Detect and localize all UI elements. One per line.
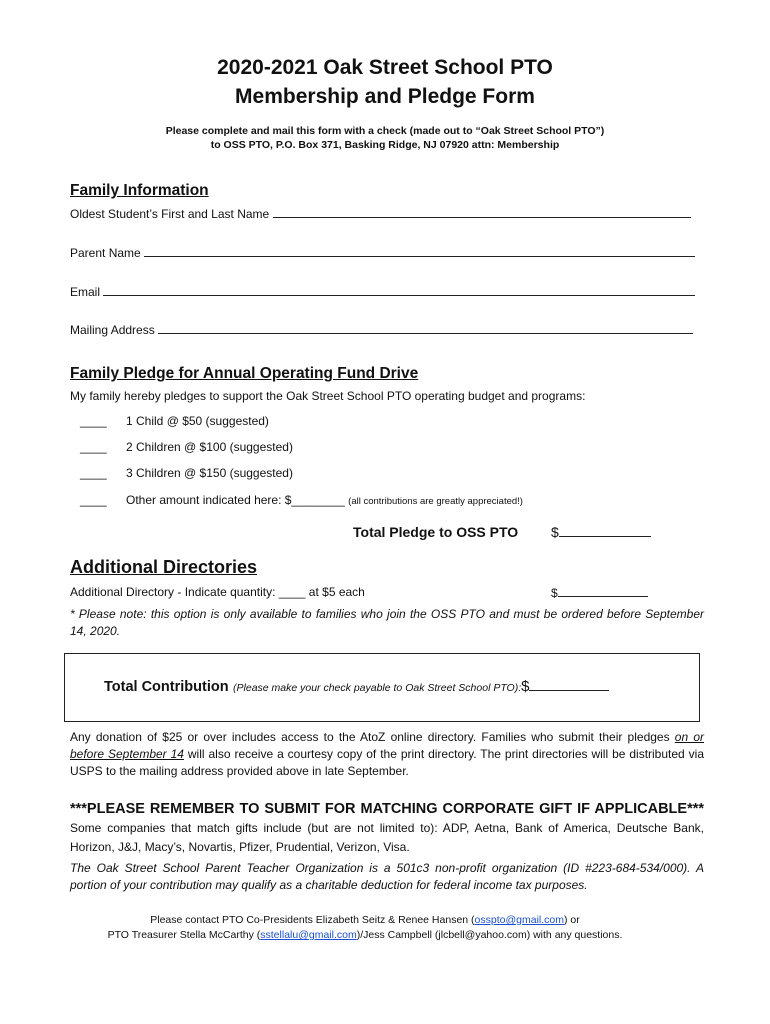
parent-name-label: Parent Name <box>70 246 141 260</box>
pledge-option-2-label: 2 Children @ $100 (suggested) <box>126 440 293 454</box>
pledge-option-3-blank[interactable]: ____ <box>80 466 107 480</box>
pledge-option-2-blank[interactable]: ____ <box>80 440 107 454</box>
pledge-intro: My family hereby pledges to support the Oak Street School PTO operating budget and programs: <box>70 389 586 403</box>
contact-line1-end: ) or <box>564 914 580 926</box>
parent-name-row <box>70 245 695 260</box>
pledge-other-label[interactable]: Other amount indicated here: $________ <box>126 493 345 507</box>
total-contribution-dollar: $ <box>521 678 530 695</box>
total-contribution-label: Total Contribution <box>104 679 229 695</box>
contact-email-osspto[interactable]: osspto@gmail.com <box>474 914 564 926</box>
pledge-other-note: (all contributions are greatly appreciated!) <box>348 496 523 507</box>
matching-paragraph <box>70 800 704 857</box>
donation-deadline: on or before September 14 <box>70 730 704 761</box>
pledge-option-1-blank[interactable]: ____ <box>80 414 107 428</box>
pledge-other-row <box>126 493 523 507</box>
directories-heading: Additional Directories <box>70 557 258 577</box>
address-field[interactable] <box>158 322 693 334</box>
address-row <box>70 322 693 337</box>
total-contribution-field[interactable] <box>529 677 609 691</box>
directories-amount-field[interactable] <box>558 585 648 597</box>
total-pledge-row <box>551 524 651 540</box>
contact-line2-text: PTO Treasurer Stella McCarthy ( <box>107 929 261 941</box>
form-title-line1: 2020-2021 Oak Street School PTO <box>217 56 553 79</box>
instructions-line1: Please complete and mail this form with a check (made out to “Oak Street School PTO”) <box>165 125 605 137</box>
pledge-option-1-label: 1 Child @ $50 (suggested) <box>126 414 269 428</box>
student-name-row <box>70 206 691 221</box>
instructions-line2: to OSS PTO, P.O. Box 371, Basking Ridge, NJ 07920 attn: Membership <box>210 139 560 151</box>
donation-paragraph <box>70 729 704 780</box>
donation-text-1: Any donation of $25 or over includes access to the AtoZ online directory. Families who submit their pledges <box>70 730 675 744</box>
family-info-heading: Family Information <box>70 182 209 199</box>
student-name-field[interactable] <box>273 206 691 218</box>
contact-line2 <box>0 929 730 941</box>
nonprofit-note: The Oak Street School Parent Teacher Organization is a 501c3 non-profit organization (ID #223-684-534/000). A portion of your contribution may qualify as a charitable deduction for federal income tax purposes. <box>70 861 704 892</box>
address-label: Mailing Address <box>70 323 155 337</box>
directories-quantity-line[interactable]: Additional Directory - Indicate quantity: ____ at $5 each <box>70 585 365 599</box>
total-pledge-label: Total Pledge to OSS PTO <box>353 524 519 540</box>
total-contribution-note: (Please make your check payable to Oak Street School PTO): <box>233 682 522 694</box>
contact-line2-end: )/Jess Campbell (jlcbell@yahoo.com) with any questions. <box>356 929 623 941</box>
total-pledge-dollar: $ <box>551 524 559 540</box>
directories-amount-row <box>551 585 648 600</box>
pledge-option-3-label: 3 Children @ $150 (suggested) <box>126 466 293 480</box>
matching-reminder: ***PLEASE REMEMBER TO SUBMIT FOR MATCHING CORPORATE GIFT IF APPLICABLE*** <box>70 801 704 817</box>
donation-text-2: will also receive a courtesy copy of the print directory. The print directories will be distributed via USPS to the mailing address provided above in late September. <box>70 747 704 778</box>
form-title-line2: Membership and Pledge Form <box>235 85 535 108</box>
total-contribution-row <box>104 677 609 696</box>
email-field[interactable] <box>103 284 695 296</box>
directories-note: * Please note: this option is only available to families who join the OSS PTO and must be ordered before September 14, 2020. <box>70 607 704 638</box>
student-name-label: Oldest Student’s First and Last Name <box>70 207 270 221</box>
pledge-heading: Family Pledge for Annual Operating Fund Drive <box>70 365 419 382</box>
matching-companies: Some companies that match gifts include (but are not limited to): ADP, Aetna, Bank of America, Deutsche Bank, Horizon, J&J, Macy’s, Novartis, Pfizer, Prudential, Verizon, Visa. <box>70 821 704 854</box>
parent-name-field[interactable] <box>144 245 695 257</box>
directories-dollar: $ <box>551 586 558 600</box>
contact-line1 <box>0 914 730 926</box>
email-label: Email <box>70 285 101 299</box>
total-pledge-field[interactable] <box>559 525 651 537</box>
contact-line1-text: Please contact PTO Co-Presidents Elizabeth Seitz & Renee Hansen ( <box>150 914 475 926</box>
pledge-other-blank[interactable]: ____ <box>80 493 107 507</box>
contact-email-treasurer[interactable]: sstellalu@gmail.com <box>260 929 357 941</box>
email-row <box>70 284 695 299</box>
